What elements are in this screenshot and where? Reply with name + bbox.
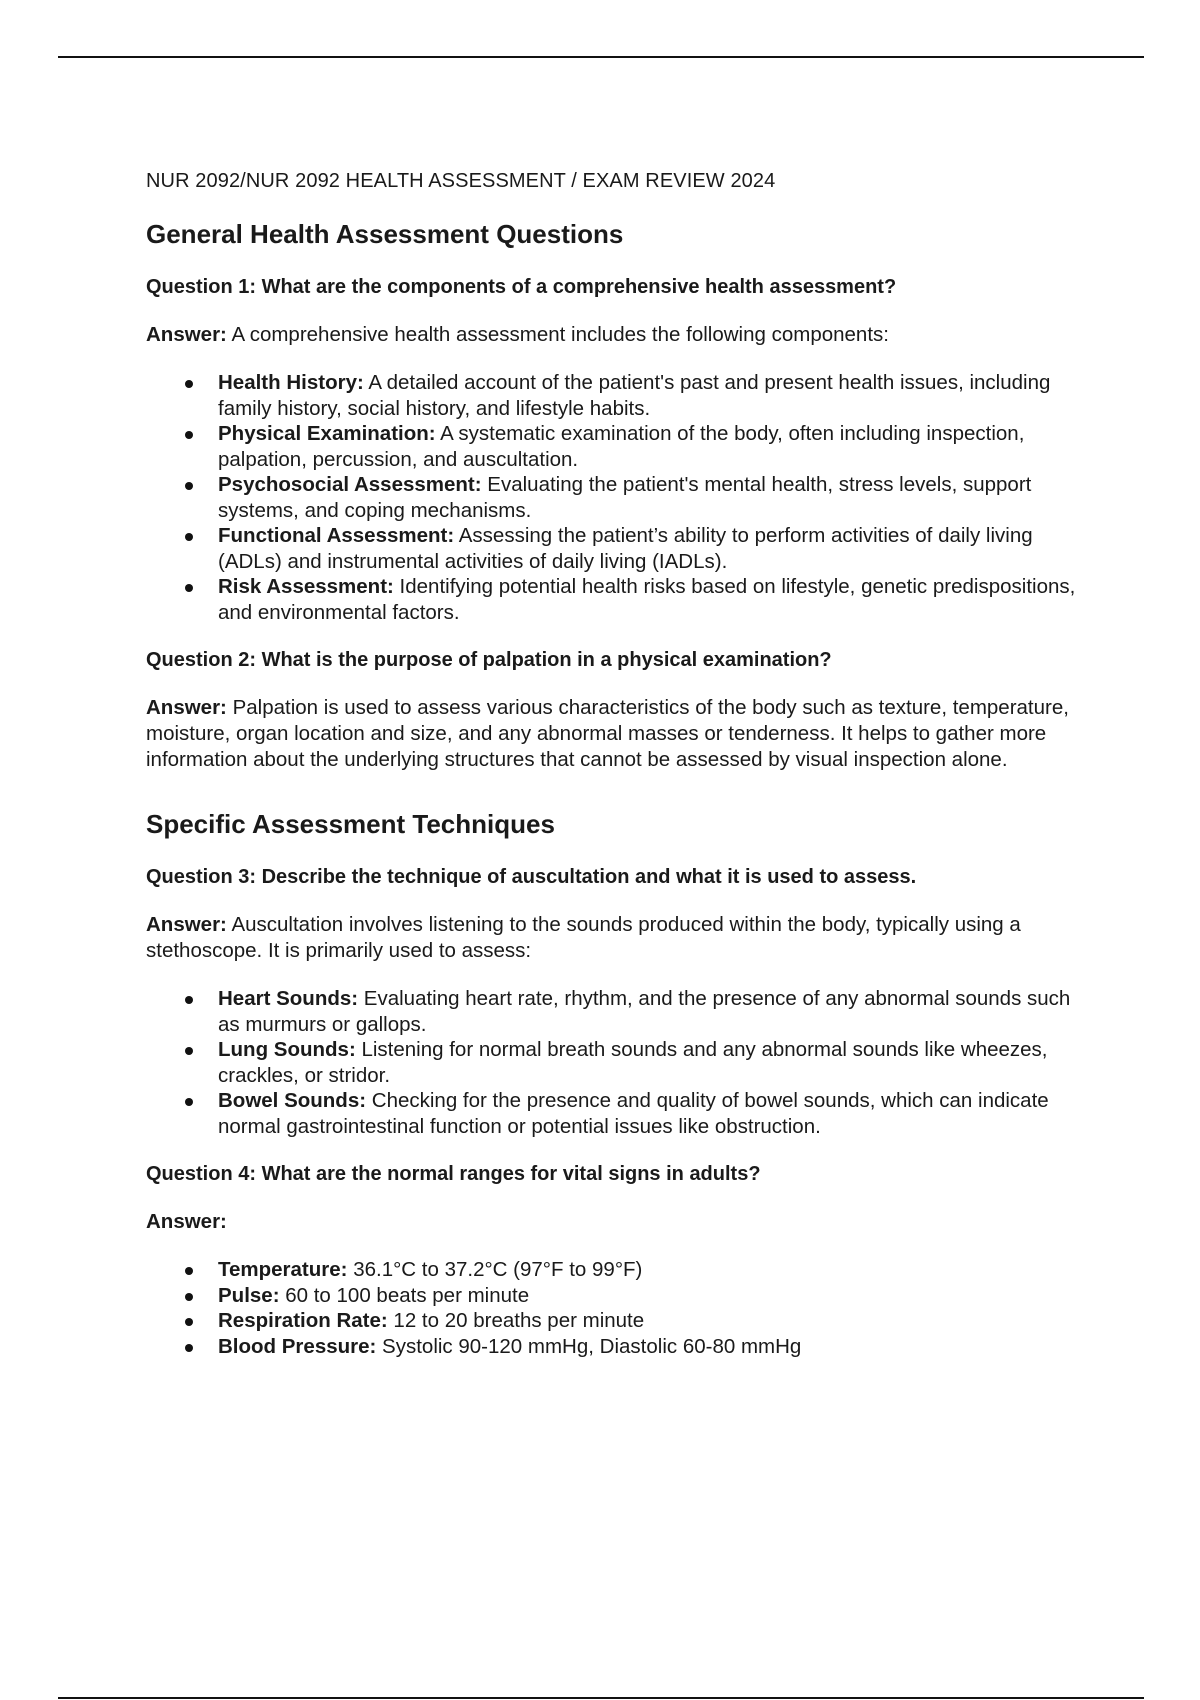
list-item-text: A systematic examination of the body, often including inspection, palpation, percussion, and auscultation.	[218, 422, 1025, 471]
list-item-term: Psychosocial Assessment:	[218, 473, 482, 496]
question-4: Question 4: What are the normal ranges for vital signs in adults?	[146, 1163, 761, 1185]
bullet-icon	[185, 1318, 193, 1326]
list-item	[146, 1334, 1096, 1360]
answer-label: Answer:	[146, 696, 227, 719]
answer-4	[146, 1209, 1096, 1235]
list-item-text: Evaluating the patient's mental health, stress levels, support systems, and coping mechanisms.	[218, 473, 1032, 522]
list-item-text: 12 to 20 breaths per minute	[387, 1309, 645, 1332]
answer-label: Answer:	[146, 913, 227, 936]
list-item	[146, 1037, 1096, 1088]
list-item-text: 60 to 100 beats per minute	[279, 1283, 530, 1307]
answer-label: Answer:	[146, 1210, 227, 1233]
list-item-term: Physical Examination:	[218, 422, 436, 445]
question-2: Question 2: What is the purpose of palpation in a physical examination?	[146, 649, 832, 671]
list-item	[146, 421, 1096, 472]
answer-label: Answer:	[146, 323, 227, 346]
list-item	[146, 1257, 1096, 1283]
list-item	[146, 1283, 1096, 1309]
answer-text: A comprehensive health assessment includes the following components:	[226, 323, 889, 346]
answer-1	[146, 322, 1096, 348]
list-item	[146, 370, 1096, 421]
bullet-icon	[185, 380, 193, 388]
list-item	[146, 472, 1096, 523]
list-item-text: Systolic 90-120 mmHg, Diastolic 60-80 mmHg	[376, 1334, 802, 1358]
answer-text: Palpation is used to assess various characteristics of the body such as texture, temperature, moisture, organ location and size, and any abnormal masses or tenderness. It helps to gather more information about the underlying structures that cannot be assessed by visual inspection alone.	[146, 696, 1069, 771]
bullet-icon	[185, 996, 193, 1004]
list-item-term: Pulse:	[218, 1283, 280, 1307]
list-item	[146, 574, 1096, 625]
bullet-icon	[185, 1293, 193, 1301]
answer-3	[146, 912, 1096, 964]
section-heading-techniques: Specific Assessment Techniques	[146, 809, 555, 839]
top-rule	[58, 56, 1144, 58]
document-title: NUR 2092/NUR 2092 HEALTH ASSESSMENT / EXAM REVIEW 2024	[146, 170, 776, 192]
bullet-icon	[185, 1047, 193, 1055]
bullet-icon	[185, 431, 193, 439]
list-item-term: Lung Sounds:	[218, 1038, 356, 1061]
bullet-icon	[185, 1267, 193, 1275]
list-item-term: Bowel Sounds:	[218, 1089, 367, 1112]
bullet-icon	[185, 1098, 193, 1106]
list-item-text: Listening for normal breath sounds and any abnormal sounds like wheezes, crackles, or stridor.	[218, 1038, 1048, 1087]
list-item-term: Risk Assessment:	[218, 575, 394, 598]
list-item-text: Checking for the presence and quality of bowel sounds, which can indicate normal gastrointestinal function or potential issues like obstruction.	[218, 1089, 1049, 1138]
list-item-text: A detailed account of the patient's past and present health issues, including family history, social history, and lifestyle habits.	[218, 371, 1051, 420]
bullet-icon	[185, 1344, 193, 1352]
question-1: Question 1: What are the components of a comprehensive health assessment?	[146, 276, 897, 298]
list-item-term: Temperature:	[218, 1258, 348, 1281]
list-item-term: Blood Pressure:	[218, 1334, 377, 1358]
answer-3-list	[146, 986, 1096, 1139]
list-item-term: Functional Assessment:	[218, 524, 455, 547]
document-body	[146, 168, 1096, 1381]
list-item-term: Heart Sounds:	[218, 987, 359, 1010]
list-item	[146, 1088, 1096, 1139]
list-item-text: Identifying potential health risks based on lifestyle, genetic predispositions, and environmental factors.	[218, 575, 1076, 624]
list-item-text: Assessing the patient’s ability to perform activities of daily living (ADLs) and instrumental activities of daily living (IADLs).	[218, 524, 1033, 573]
list-item-text: 36.1°C to 37.2°C (97°F to 99°F)	[347, 1258, 643, 1281]
list-item-term: Health History:	[218, 371, 364, 394]
bottom-rule	[58, 1697, 1144, 1699]
section-heading-general: General Health Assessment Questions	[146, 219, 624, 249]
answer-text: Auscultation involves listening to the sounds produced within the body, typically using a stethoscope. It is primarily used to assess:	[146, 913, 1021, 962]
question-3: Question 3: Describe the technique of auscultation and what it is used to assess.	[146, 866, 917, 888]
answer-4-list	[146, 1257, 1096, 1359]
answer-2	[146, 695, 1096, 773]
answer-1-list	[146, 370, 1096, 625]
list-item	[146, 986, 1096, 1037]
bullet-icon	[185, 482, 193, 490]
list-item-text: Evaluating heart rate, rhythm, and the presence of any abnormal sounds such as murmurs or gallops.	[218, 987, 1071, 1036]
list-item	[146, 1308, 1096, 1334]
bullet-icon	[185, 533, 193, 541]
list-item-term: Respiration Rate:	[218, 1309, 388, 1332]
bullet-icon	[185, 584, 193, 592]
list-item	[146, 523, 1096, 574]
